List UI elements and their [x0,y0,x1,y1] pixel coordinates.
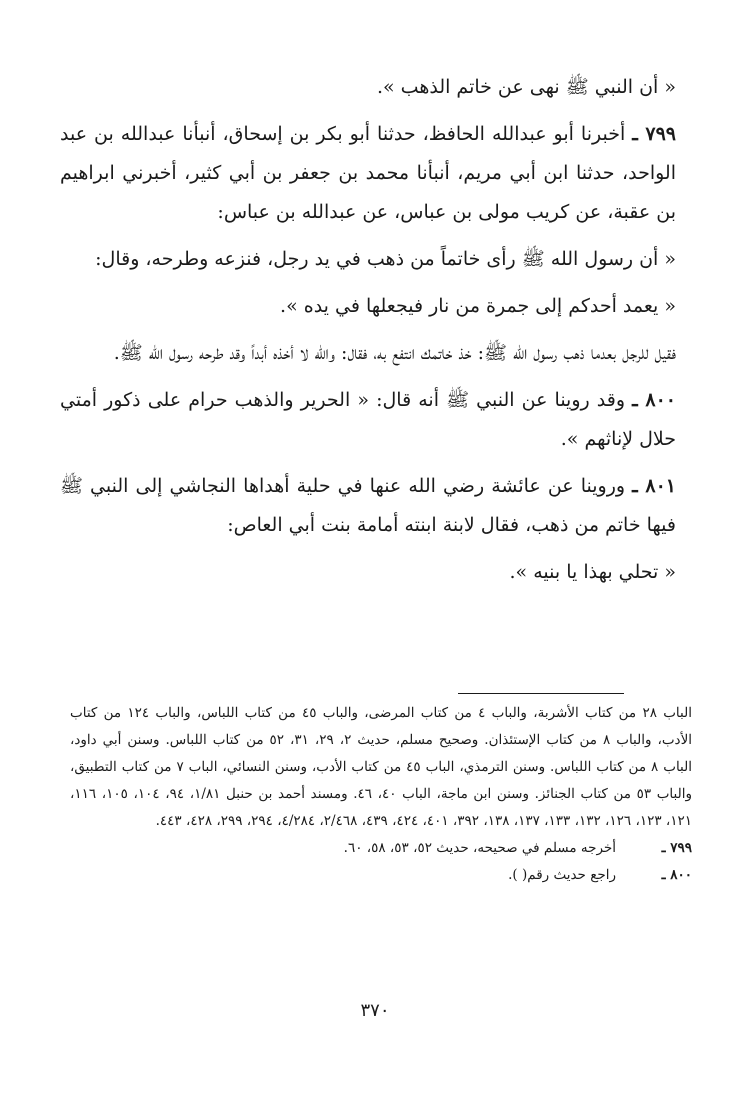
hadith-801 [60,467,690,545]
hadith-799 [60,115,690,232]
hadith-number: ٧٩٩ ـ [632,123,676,145]
footnote-text: أخرجه مسلم في صحيحه، حديث ٥٢، ٥٣، ٥٨، ٦٠. [343,840,616,856]
hadith-number: ٨٠٠ ـ [632,389,676,411]
footnote-number: ٨٠٠ ـ [661,867,692,883]
footnotes [70,700,692,889]
hadith-text: وروينا عن عائشة رضي الله عنها في حلية أهداها النجاشي إلى النبي ﷺ فيها خاتم من ذهب، فقال لابنة ابنته أمامة بنت أبي العاص: [60,475,676,536]
quote-ember: « يعمد أحدكم إلى جمرة من نار فيجعلها في يده ». [280,295,676,317]
hadith-text: أخبرنا أبو عبدالله الحافظ، حدثنا أبو بكر بن إسحاق، أنبأنا عبدالله بن عبد الواحد، حدثنا ابن أبي مريم، أنبأنا محمد بن جعفر بن أبي كثير، أخبرني ابراهيم بن عقبة، عن كريب مولى بن عباس، عن عبدالله بن عباس: [60,123,676,223]
footnote-continuation: الباب ٢٨ من كتاب الأشربة، والباب ٤ من كتاب المرضى، والباب ٤٥ من كتاب اللباس، والباب ١٢٤ من كتاب الأدب، والباب ٨ من كتاب الإستئذان. وصحيح مسلم، حديث ٢، ٢٩، ٣١، ٥٢ من كتاب اللباس. وسنن أبي داود، الباب ٨ من كتاب اللباس. وسنن الترمذي، الباب ٤٥ من كتاب الأدب، وسنن النسائي، الباب ٧ من كتاب التطبيق، والباب ٥٣ من كتاب الجنائز. وسنن ابن ماجة، الباب ٤٠، ٤٦. ومسند أحمد بن حنبل ١/٨١، ٩٤، ١٠٤، ١٠٥، ١١٦، ١٢١، ١٢٣، ١٢٦، ١٣٢، ١٣٣، ١٣٧، ١٣٨، ٣٩٢، ٤٠١، ٤٢٤، ٤٣٩، ٢/٤٦٨، ٤/٢٨٤، ٢٩٤، ٢٩٩، ٤٢٨، ٤٤٣. [70,705,693,829]
hadith-text: وقد روينا عن النبي ﷺ أنه قال: « الحرير والذهب حرام على ذكور أمتي حلال لإناثهم ». [60,389,676,450]
quote-adorn: « تحلي بهذا يا بنيه ». [509,561,676,583]
page-number: ٣٧٠ [360,1000,390,1021]
hadith-800 [60,381,690,459]
footnote-text: راجع حديث رقم( ). [508,867,616,883]
footnote-number: ٧٩٩ ـ [661,840,692,856]
footnote-799 [70,835,692,862]
quote-gold-ring: « أن النبي ﷺ نهى عن خاتم الذهب ». [376,76,676,98]
footnote-800 [70,862,692,889]
main-text [60,68,690,592]
footnote-divider [458,693,624,694]
paragraph-man-refused: فقيل للرجل بعدما ذهب رسول الله ﷺ: خذ خاتمك انتفع به، فقال: والله لا أخذه أبداً وقد طرحه رسول الله ﷺ. [113,342,676,364]
hadith-number: ٨٠١ ـ [632,475,676,497]
quote-ring-removed: « أن رسول الله ﷺ رأى خاتماً من ذهب في يد رجل، فنزعه وطرحه، وقال: [95,248,676,270]
